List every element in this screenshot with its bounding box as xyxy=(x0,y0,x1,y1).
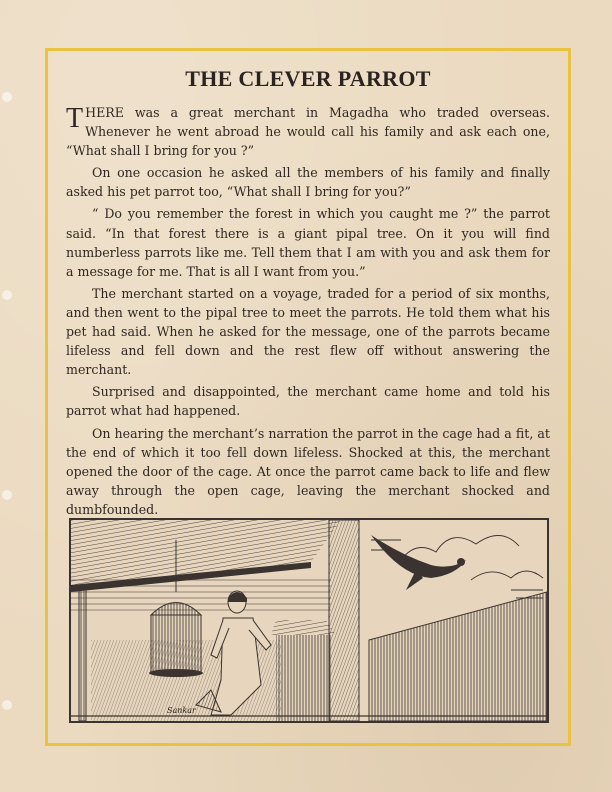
story-title: THE CLEVER PARROT xyxy=(185,66,431,91)
story-text xyxy=(66,103,550,522)
veranda-post xyxy=(79,590,86,721)
bird-cage xyxy=(149,603,203,678)
story-paragraph: THERE was a great merchant in Magadha who traded overseas. Whenever he went abroad he would call his family and ask each one, “What shall I bring for you ?” xyxy=(66,103,550,159)
binding-mark xyxy=(2,490,12,500)
binding-mark xyxy=(2,92,12,102)
story-paragraph: On hearing the merchant’s narration the parrot in the cage had a fit, at the end of which it too fell down lifeless. Shocked at this, the merchant opened the door of the cage. At once the parrot came back to life and flew away through the open cage, leaving the merchant shocked and dumbfounded. xyxy=(66,425,550,517)
story-paragraph: On one occasion he asked all the members of his family and finally asked his pet parrot too, “What shall I bring for you?” xyxy=(66,165,550,200)
tree-trunk xyxy=(329,520,359,721)
house-roof xyxy=(271,620,336,635)
story-paragraph: The merchant started on a voyage, traded for a period of six months, and then went to the pipal tree to meet the parrots. He told them what his pet had said. When he asked for the message, one of the parrots became lifeless and fell down and the rest flew off without answering the merchant. xyxy=(66,285,550,378)
drop-cap: T xyxy=(66,103,84,134)
garden-wall xyxy=(369,592,547,721)
story-illustration xyxy=(69,518,549,723)
house-wall xyxy=(276,635,331,721)
story-paragraph: “ Do you remember the forest in which you caught me ?” the parrot said. “In that forest there is a giant pipal tree. On it you will find numberless parrots like me. Tell them that I am with you and ask them for a message for me. That is all I want from you.” xyxy=(66,206,550,279)
artist-signature: Sankar xyxy=(167,706,196,715)
flying-parrot xyxy=(371,535,466,590)
binding-mark xyxy=(2,290,12,300)
story-paragraph: Surprised and disappointed, the merchant came home and told his parrot what had happened. xyxy=(66,384,550,419)
binding-mark xyxy=(2,700,12,710)
illustration-drawing xyxy=(71,520,547,721)
